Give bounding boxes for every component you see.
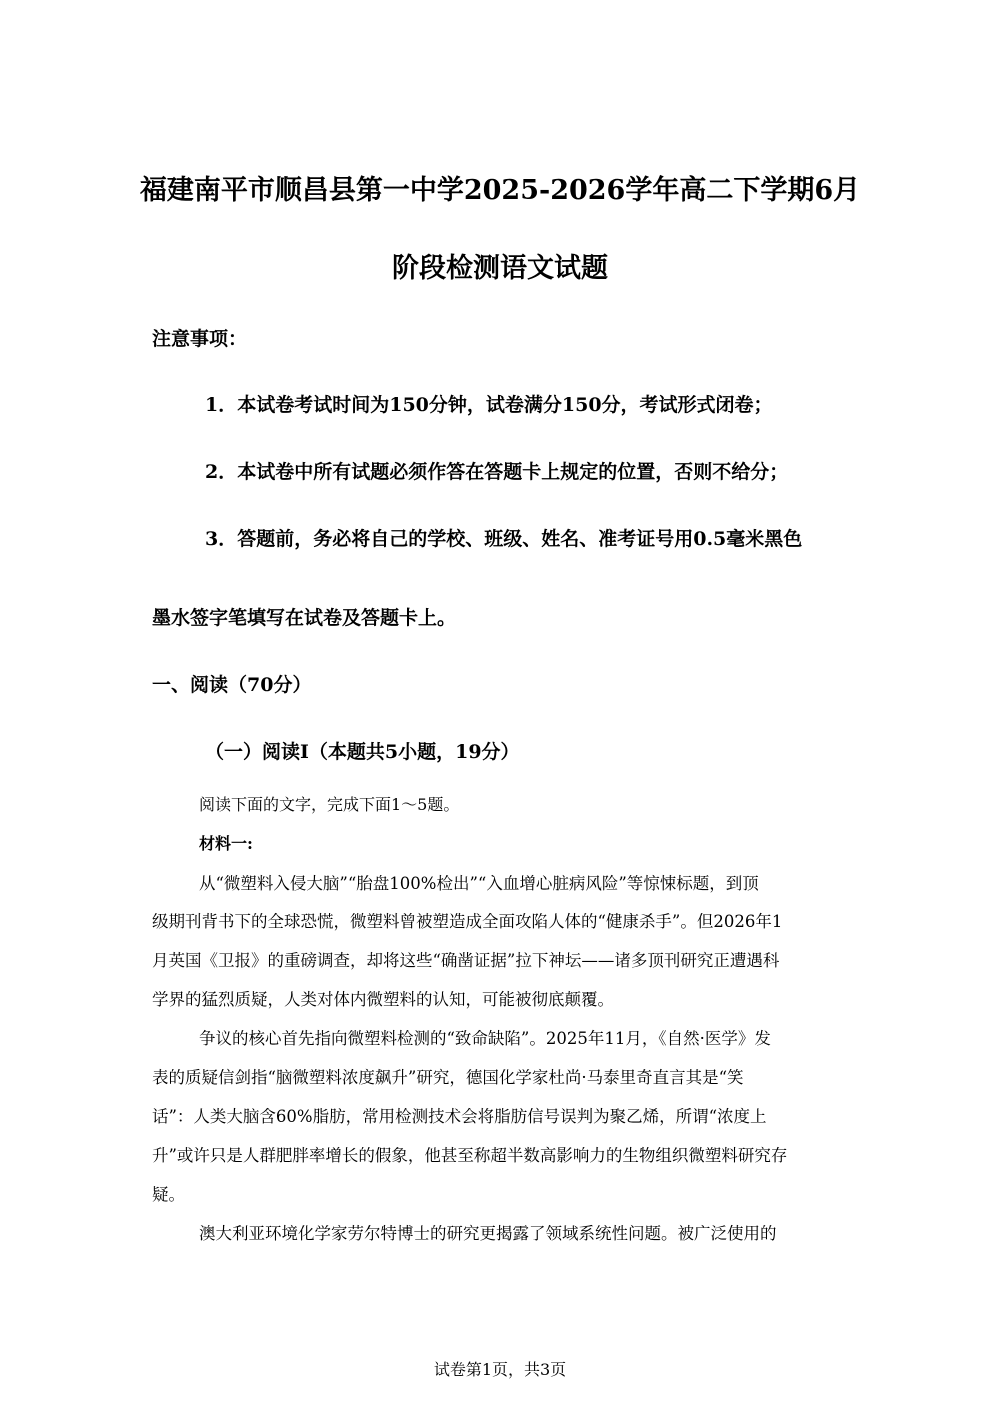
body-line: 级期刊背书下的全球恐慌，微塑料曾被塑造成全面攻陷人体的“健康杀手”。但2026年1 bbox=[152, 912, 783, 931]
exam-title-line-2: 阶段检测语文试题 bbox=[392, 253, 608, 284]
section-subheading: （一）阅读I（本题共5小题，19分） bbox=[205, 741, 520, 763]
body-line: 争议的核心首先指向微塑料检测的“致命缺陷”。2025年11月，《自然·医学》发 bbox=[199, 1029, 771, 1048]
notice-heading: 注意事项： bbox=[152, 328, 248, 350]
body-line: 话”：人类大脑含60%脂肪，常用检测技术会将脂肪信号误判为聚乙烯，所谓“浓度上 bbox=[152, 1107, 767, 1126]
page-footer: 试卷第1页，共3页 bbox=[433, 1360, 567, 1379]
body-line: 澳大利亚环境化学家劳尔特博士的研究更揭露了领域系统性问题。被广泛使用的 bbox=[199, 1224, 777, 1243]
body-line: 表的质疑信剑指“脑微塑料浓度飙升”研究，德国化学家杜尚·马泰里奇直言其是“笑 bbox=[152, 1068, 744, 1087]
body-line: 月英国《卫报》的重磅调查，却将这些“确凿证据”拉下神坛——诸多顶刊研究正遭遇科 bbox=[152, 951, 780, 970]
exam-title-line-1: 福建南平市顺昌县第一中学2025-2026学年高二下学期6月 bbox=[139, 175, 861, 206]
reading-instruction: 阅读下面的文字，完成下面1～5题。 bbox=[199, 795, 460, 814]
notice-item-2: 2．本试卷中所有试题必须作答在答题卡上规定的位置，否则不给分； bbox=[205, 461, 789, 483]
section-heading: 一、阅读（70分） bbox=[152, 674, 312, 696]
notice-item-3-continued: 墨水签字笔填写在试卷及答题卡上。 bbox=[152, 607, 457, 629]
body-line: 学界的猛烈质疑，人类对体内微塑料的认知，可能被彻底颠覆。 bbox=[152, 990, 614, 1009]
body-line: 疑。 bbox=[152, 1185, 185, 1204]
material-label: 材料一: bbox=[199, 834, 253, 853]
body-line: 升”或许只是人群肥胖率增长的假象，他甚至称超半数高影响力的生物组织微塑料研究存 bbox=[152, 1146, 788, 1165]
notice-item-3: 3．答题前，务必将自己的学校、班级、姓名、准考证号用0.5毫米黑色 bbox=[205, 528, 803, 550]
notice-item-1: 1．本试卷考试时间为150分钟，试卷满分150分，考试形式闭卷； bbox=[205, 394, 773, 416]
body-line: 从“微塑料入侵大脑”“胎盘100%检出”“入血增心脏病风险”等惊悚标题，到顶 bbox=[199, 874, 759, 893]
